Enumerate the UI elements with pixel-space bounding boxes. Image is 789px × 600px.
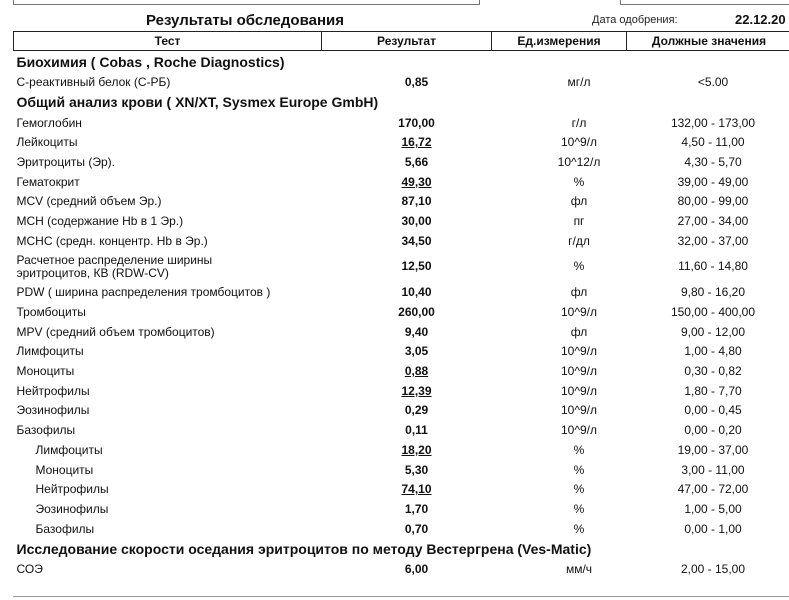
reference-range: 150,00 - 400,00 [670, 305, 756, 320]
unit-value: фл [570, 285, 588, 300]
result-text: 170,00 [398, 115, 435, 130]
result-value [322, 479, 492, 499]
test-name: Базофилы [35, 521, 95, 536]
result-text: 0,85 [404, 74, 429, 89]
test-name: MCHC (средн. концентр. Hb в Эр.) [16, 233, 208, 248]
test-name: MCV (средний объем Эр.) [16, 194, 162, 209]
result-value [322, 72, 492, 92]
test-name: Моноциты [35, 462, 94, 477]
table-row [14, 251, 789, 283]
result-value [322, 211, 492, 231]
result-text: 6,00 [404, 562, 429, 577]
reference-range: 132,00 - 173,00 [670, 115, 756, 130]
unit-value: мм/ч [565, 562, 593, 577]
result-text: 0,11 [405, 423, 428, 438]
test-name: Эритроциты (Эр). [16, 154, 116, 169]
unit-value: % [573, 482, 585, 497]
reference-range: 1,00 - 5,00 [684, 501, 742, 516]
reference-range: 2,00 - 15,00 [680, 562, 746, 577]
result-text: 34,50 [401, 233, 432, 248]
table-row [14, 283, 789, 303]
test-name: СОЭ [16, 562, 43, 577]
result-text: 0,88 [404, 364, 429, 379]
reference-range: 19,00 - 37,00 [677, 442, 749, 457]
test-name: Гематокрит [16, 174, 80, 189]
table-row [14, 460, 789, 480]
test-name: Гемоглобин [16, 115, 82, 130]
unit-value: % [573, 501, 585, 516]
result-text: 12,39 [401, 383, 432, 398]
table-row [14, 519, 789, 539]
result-text: 5,66 [404, 154, 429, 169]
unit-value: % [573, 521, 585, 536]
table-row [14, 172, 789, 192]
table-row [14, 420, 789, 440]
approval-date-value: 22.12.20 [735, 12, 786, 27]
result-text: 3,05 [404, 344, 429, 359]
result-text: 10,40 [401, 285, 432, 300]
table-row [14, 322, 789, 342]
result-value [322, 499, 492, 519]
section-header-row [14, 92, 789, 113]
results-body [14, 51, 789, 580]
table-row [14, 132, 789, 152]
result-value [322, 342, 492, 362]
unit-value: 10^9/л [561, 423, 597, 438]
result-value [322, 381, 492, 401]
reference-range: 27,00 - 34,00 [677, 213, 749, 228]
test-name: С-реактивный белок (С-РБ) [16, 74, 171, 89]
reference-range: 11,60 - 14,80 [678, 259, 748, 273]
reference-range: 9,80 - 16,20 [680, 285, 746, 300]
test-name: MCH (содержание Hb в 1 Эр.) [16, 213, 184, 228]
unit-value: 10^9/л [561, 383, 597, 398]
result-text: 87,10 [401, 194, 432, 209]
result-value [322, 440, 492, 460]
table-row [14, 231, 789, 251]
test-name: Базофилы [16, 423, 76, 438]
result-text: 260,00 [398, 305, 435, 320]
table-row [14, 152, 789, 172]
result-text: 74,10 [401, 482, 432, 497]
result-text: 49,30 [401, 174, 432, 189]
result-text: 18,20 [401, 442, 432, 457]
reference-range: <5.00 [697, 74, 729, 89]
top-box-left [13, 0, 480, 5]
test-name: Тромбоциты [16, 305, 86, 320]
reference-range: 0,30 - 0,82 [684, 364, 742, 379]
result-value [322, 559, 492, 579]
result-value [322, 302, 492, 322]
page-title: Результаты обследования [146, 12, 344, 29]
table-row [14, 211, 789, 231]
reference-range: 1,00 - 4,80 [684, 344, 742, 359]
reference-range: 0,00 - 0,45 [684, 403, 742, 418]
unit-value: % [573, 174, 585, 189]
reference-range: 80,00 - 99,00 [677, 194, 749, 209]
table-row [14, 381, 789, 401]
result-text: 0,29 [404, 403, 429, 418]
unit-value: фл [570, 324, 588, 339]
unit-value: % [573, 462, 585, 477]
unit-value: 10^9/л [561, 135, 597, 150]
table-row [14, 342, 789, 362]
result-value [322, 132, 492, 152]
unit-value: фл [570, 194, 588, 209]
unit-value: 10^9/л [561, 403, 597, 418]
result-value [322, 322, 492, 342]
test-name: Эозинофилы [16, 403, 90, 418]
table-row [14, 499, 789, 519]
section-title: Общий анализ крови ( XN/XT, Sysmex Europe GmbH) [16, 94, 379, 111]
reference-range: 9,00 - 12,00 [680, 324, 746, 339]
result-value [322, 113, 492, 133]
test-name: MPV (средний объем тромбоцитов) [16, 324, 215, 339]
column-header-test: Тест [14, 32, 322, 51]
unit-value: 10^12/л [557, 154, 601, 169]
section-header-row [14, 538, 789, 559]
section-header-row [14, 51, 789, 73]
test-name: Моноциты [16, 364, 75, 379]
test-name: Лимфоциты [35, 442, 103, 457]
reference-range: 1,80 - 7,70 [684, 383, 742, 398]
table-row [14, 113, 789, 133]
section-title: Исследование скорости оседания эритроцитов по методу Вестергрена (Ves-Matic) [16, 540, 592, 557]
test-name-line: эритроцитов, КВ (RDW-CV) [16, 265, 169, 280]
reference-range: 0,00 - 1,00 [684, 521, 742, 536]
approval-date-label: Дата одобрения: [592, 14, 678, 26]
table-row [14, 72, 789, 92]
test-name: PDW ( ширина распределения тромбоцитов ) [16, 285, 271, 300]
table-row [14, 401, 789, 421]
unit-value: мг/л [567, 74, 591, 89]
results-table [13, 31, 789, 579]
test-name: Эозинофилы [35, 501, 109, 516]
test-name: Лейкоциты [16, 135, 78, 150]
column-header-reference: Должные значения [627, 32, 789, 51]
unit-value: 10^9/л [561, 305, 597, 320]
reference-range: 39,00 - 49,00 [677, 174, 749, 189]
test-name: Нейтрофилы [16, 383, 90, 398]
result-text: 16,72 [401, 135, 432, 150]
test-name-line: Расчетное распределение ширины [16, 252, 213, 267]
reference-range: 4,50 - 11,00 [681, 135, 745, 150]
unit-value: г/л [571, 115, 587, 130]
unit-value: % [573, 259, 585, 273]
column-header-result: Результат [322, 32, 492, 51]
table-row [14, 191, 789, 211]
top-box-right [620, 0, 789, 5]
table-row [14, 440, 789, 460]
table-row [14, 302, 789, 322]
result-text: 30,00 [401, 213, 432, 228]
reference-range: 3,00 - 11,00 [681, 462, 745, 477]
result-text: 9,40 [404, 324, 429, 339]
unit-value: 10^9/л [561, 344, 597, 359]
result-value [322, 283, 492, 303]
test-name: Нейтрофилы [35, 482, 109, 497]
result-value [322, 231, 492, 251]
reference-range: 47,00 - 72,00 [677, 482, 749, 497]
result-value [322, 251, 492, 283]
unit-value: г/дл [568, 233, 590, 248]
result-text: 1,70 [404, 501, 429, 516]
unit-value: % [573, 442, 585, 457]
result-value [322, 460, 492, 480]
table-header-row [14, 32, 789, 51]
table-row [14, 559, 789, 579]
result-value [322, 172, 492, 192]
result-value [322, 420, 492, 440]
result-text: 5,30 [404, 462, 429, 477]
result-value [322, 152, 492, 172]
table-row [14, 479, 789, 499]
reference-range: 0,00 - 0,20 [684, 423, 742, 438]
test-name: Лимфоциты [16, 344, 84, 359]
report-header [0, 12, 789, 30]
result-value [322, 519, 492, 539]
section-title: Биохимия ( Cobas , Roche Diagnostics) [16, 53, 285, 70]
result-value [322, 361, 492, 381]
test-name [14, 251, 322, 283]
reference-range: 4,30 - 5,70 [684, 154, 742, 169]
unit-value: пг [573, 213, 585, 228]
bottom-divider [13, 596, 789, 597]
table-row [14, 361, 789, 381]
result-text: 0,70 [404, 521, 429, 536]
result-value [322, 401, 492, 421]
result-text: 12,50 [401, 259, 432, 273]
result-value [322, 191, 492, 211]
unit-value: 10^9/л [561, 364, 597, 379]
reference-range: 32,00 - 37,00 [677, 233, 749, 248]
column-header-unit: Ед.измерения [492, 32, 627, 51]
